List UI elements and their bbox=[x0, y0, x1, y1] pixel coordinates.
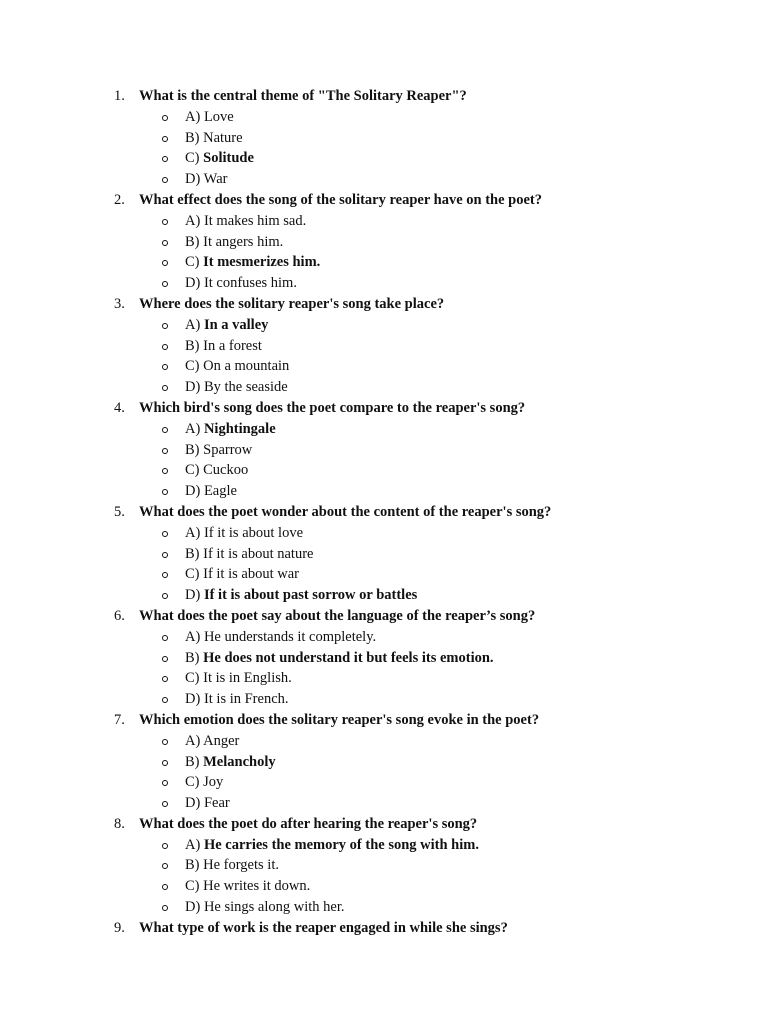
answer-option bbox=[0, 481, 768, 502]
hollow-circle-bullet-icon bbox=[161, 356, 169, 377]
question-7 bbox=[0, 710, 768, 731]
option-letter: D) bbox=[185, 587, 204, 604]
option-label bbox=[185, 897, 345, 918]
question-number: 6. bbox=[114, 607, 125, 624]
option-label bbox=[185, 648, 494, 669]
answer-option bbox=[0, 855, 768, 876]
question-text: What effect does the song of the solitary reaper have on the poet? bbox=[139, 191, 542, 208]
answer-option bbox=[0, 876, 768, 897]
hollow-circle-bullet-icon bbox=[161, 876, 169, 897]
answer-option bbox=[0, 897, 768, 918]
option-label bbox=[185, 356, 289, 377]
answer-option bbox=[0, 232, 768, 253]
hollow-circle-bullet-icon bbox=[161, 752, 169, 773]
answer-option bbox=[0, 648, 768, 669]
question-6 bbox=[0, 606, 768, 627]
hollow-circle-bullet-icon bbox=[161, 211, 169, 232]
question-3 bbox=[0, 294, 768, 315]
correct-answer-text: Solitude bbox=[203, 150, 254, 167]
hollow-circle-bullet-icon bbox=[161, 731, 169, 752]
option-label bbox=[185, 419, 276, 440]
hollow-circle-bullet-icon bbox=[161, 440, 169, 461]
option-letter: D) bbox=[185, 899, 204, 916]
answer-option bbox=[0, 835, 768, 856]
answer-option bbox=[0, 793, 768, 814]
option-letter: A) bbox=[185, 108, 204, 125]
question-number: 1. bbox=[114, 88, 125, 104]
correct-answer-text: Melancholy bbox=[203, 753, 276, 770]
question-5 bbox=[0, 502, 768, 523]
question-number: 7. bbox=[114, 711, 125, 728]
answer-option bbox=[0, 128, 768, 149]
answer-option bbox=[0, 169, 768, 190]
quiz-question-list bbox=[0, 86, 768, 939]
correct-answer-text: He carries the memory of the song with him. bbox=[203, 836, 479, 853]
question-number: 5. bbox=[114, 503, 125, 520]
question-number: 9. bbox=[114, 919, 125, 936]
answer-option bbox=[0, 315, 768, 336]
hollow-circle-bullet-icon bbox=[161, 336, 169, 357]
option-letter: A) bbox=[185, 836, 204, 853]
hollow-circle-bullet-icon bbox=[161, 315, 169, 336]
answer-option bbox=[0, 148, 768, 169]
correct-answer-text: Nightingale bbox=[203, 420, 276, 437]
hollow-circle-bullet-icon bbox=[161, 585, 169, 606]
option-label bbox=[185, 668, 292, 689]
hollow-circle-bullet-icon bbox=[161, 273, 169, 294]
option-letter: D) bbox=[185, 483, 204, 500]
option-letter: B) bbox=[185, 337, 204, 354]
option-letter: C) bbox=[185, 566, 204, 583]
option-label bbox=[185, 336, 262, 357]
question-text: Which bird's song does the poet compare to the reaper's song? bbox=[139, 399, 526, 416]
option-letter: B) bbox=[185, 857, 204, 874]
option-label bbox=[185, 148, 254, 169]
hollow-circle-bullet-icon bbox=[161, 148, 169, 169]
option-text: Nature bbox=[203, 129, 243, 146]
option-letter: C) bbox=[185, 878, 204, 895]
answer-option bbox=[0, 440, 768, 461]
option-text: It is in English. bbox=[203, 670, 292, 687]
option-label bbox=[185, 876, 310, 897]
hollow-circle-bullet-icon bbox=[161, 252, 169, 273]
option-label bbox=[185, 835, 479, 856]
question-text: What type of work is the reaper engaged in while she sings? bbox=[139, 919, 508, 936]
option-text: Fear bbox=[203, 795, 230, 812]
option-letter: A) bbox=[185, 316, 204, 333]
correct-answer-text: In a valley bbox=[203, 316, 269, 333]
option-letter: B) bbox=[185, 545, 204, 562]
question-text: Which emotion does the solitary reaper's song evoke in the poet? bbox=[139, 711, 540, 728]
option-letter: A) bbox=[185, 628, 204, 645]
question-4 bbox=[0, 398, 768, 419]
answer-option bbox=[0, 627, 768, 648]
option-label bbox=[185, 772, 223, 793]
option-label bbox=[185, 169, 227, 190]
option-letter: B) bbox=[185, 129, 204, 146]
hollow-circle-bullet-icon bbox=[161, 855, 169, 876]
option-letter: C) bbox=[185, 774, 204, 791]
option-letter: D) bbox=[185, 691, 204, 708]
question-number: 8. bbox=[114, 815, 125, 832]
correct-answer-text: He does not understand it but feels its emotion. bbox=[203, 649, 494, 666]
option-text: He forgets it. bbox=[203, 857, 279, 874]
option-text: It is in French. bbox=[203, 691, 289, 708]
option-label bbox=[185, 585, 417, 606]
option-letter: C) bbox=[185, 670, 204, 687]
option-label bbox=[185, 252, 320, 273]
option-label bbox=[185, 481, 237, 502]
option-text: If it is about war bbox=[203, 566, 299, 583]
option-text: He writes it down. bbox=[203, 878, 311, 895]
hollow-circle-bullet-icon bbox=[161, 564, 169, 585]
option-letter: C) bbox=[185, 462, 204, 479]
option-letter: C) bbox=[185, 254, 204, 271]
option-text: Joy bbox=[203, 774, 224, 791]
hollow-circle-bullet-icon bbox=[161, 169, 169, 190]
hollow-circle-bullet-icon bbox=[161, 107, 169, 128]
option-label bbox=[185, 107, 234, 128]
option-letter: B) bbox=[185, 649, 204, 666]
hollow-circle-bullet-icon bbox=[161, 523, 169, 544]
answer-option bbox=[0, 668, 768, 689]
hollow-circle-bullet-icon bbox=[161, 377, 169, 398]
hollow-circle-bullet-icon bbox=[161, 835, 169, 856]
option-label bbox=[185, 731, 239, 752]
question-number: 2. bbox=[114, 191, 125, 208]
option-letter: C) bbox=[185, 358, 204, 375]
answer-option bbox=[0, 336, 768, 357]
option-letter: B) bbox=[185, 233, 204, 250]
option-text: Anger bbox=[203, 732, 240, 749]
hollow-circle-bullet-icon bbox=[161, 648, 169, 669]
option-text: By the seaside bbox=[203, 379, 288, 396]
option-label bbox=[185, 460, 248, 481]
answer-option bbox=[0, 564, 768, 585]
option-letter: D) bbox=[185, 795, 204, 812]
option-label bbox=[185, 752, 276, 773]
answer-option bbox=[0, 523, 768, 544]
option-label bbox=[185, 689, 289, 710]
option-text: If it is about love bbox=[203, 524, 304, 541]
option-text: He sings along with her. bbox=[203, 899, 345, 916]
question-1 bbox=[0, 86, 768, 107]
answer-option bbox=[0, 273, 768, 294]
question-text: What does the poet do after hearing the reaper's song? bbox=[139, 815, 478, 832]
hollow-circle-bullet-icon bbox=[161, 627, 169, 648]
hollow-circle-bullet-icon bbox=[161, 481, 169, 502]
option-text: It makes him sad. bbox=[203, 212, 307, 229]
question-text: What does the poet wonder about the content of the reaper's song? bbox=[139, 503, 552, 520]
option-letter: D) bbox=[185, 379, 204, 396]
option-letter: A) bbox=[185, 212, 204, 229]
hollow-circle-bullet-icon bbox=[161, 897, 169, 918]
option-text: Eagle bbox=[203, 483, 237, 500]
option-text: In a forest bbox=[203, 337, 262, 354]
option-letter: D) bbox=[185, 275, 204, 292]
answer-option bbox=[0, 419, 768, 440]
option-text: War bbox=[203, 171, 228, 188]
answer-option bbox=[0, 377, 768, 398]
question-number: 3. bbox=[114, 295, 125, 312]
option-letter: B) bbox=[185, 441, 204, 458]
hollow-circle-bullet-icon bbox=[161, 544, 169, 565]
option-label bbox=[185, 211, 306, 232]
answer-option bbox=[0, 772, 768, 793]
hollow-circle-bullet-icon bbox=[161, 128, 169, 149]
hollow-circle-bullet-icon bbox=[161, 668, 169, 689]
answer-option bbox=[0, 689, 768, 710]
hollow-circle-bullet-icon bbox=[161, 460, 169, 481]
option-text: On a mountain bbox=[203, 358, 290, 375]
answer-option bbox=[0, 731, 768, 752]
answer-option bbox=[0, 460, 768, 481]
option-label bbox=[185, 315, 268, 336]
option-label bbox=[185, 855, 279, 876]
option-letter: A) bbox=[185, 732, 204, 749]
correct-answer-text: It mesmerizes him. bbox=[203, 254, 321, 271]
option-text: If it is about nature bbox=[203, 545, 314, 562]
question-9 bbox=[0, 918, 768, 939]
option-label bbox=[185, 627, 376, 648]
option-text: Cuckoo bbox=[203, 462, 249, 479]
hollow-circle-bullet-icon bbox=[161, 232, 169, 253]
option-letter: A) bbox=[185, 524, 204, 541]
hollow-circle-bullet-icon bbox=[161, 793, 169, 814]
option-label bbox=[185, 128, 243, 149]
option-text: It confuses him. bbox=[203, 275, 297, 292]
option-letter: B) bbox=[185, 753, 204, 770]
option-label bbox=[185, 544, 313, 565]
option-label bbox=[185, 232, 283, 253]
option-text: He understands it completely. bbox=[203, 628, 377, 645]
answer-option bbox=[0, 752, 768, 773]
option-letter: C) bbox=[185, 150, 204, 167]
correct-answer-text: If it is about past sorrow or battles bbox=[203, 587, 418, 604]
option-text: Love bbox=[203, 108, 234, 125]
option-letter: D) bbox=[185, 171, 204, 188]
option-text: It angers him. bbox=[203, 233, 284, 250]
answer-option bbox=[0, 211, 768, 232]
question-number: 4. bbox=[114, 399, 125, 416]
question-text: Where does the solitary reaper's song take place? bbox=[139, 295, 445, 312]
option-label bbox=[185, 523, 303, 544]
option-label bbox=[185, 377, 288, 398]
question-8 bbox=[0, 814, 768, 835]
option-letter: A) bbox=[185, 420, 204, 437]
option-label bbox=[185, 564, 299, 585]
answer-option bbox=[0, 544, 768, 565]
option-text: Sparrow bbox=[203, 441, 253, 458]
answer-option bbox=[0, 585, 768, 606]
answer-option bbox=[0, 356, 768, 377]
answer-option bbox=[0, 252, 768, 273]
answer-option bbox=[0, 107, 768, 128]
option-label bbox=[185, 440, 252, 461]
question-text: What does the poet say about the language of the reaper’s song? bbox=[139, 607, 536, 624]
hollow-circle-bullet-icon bbox=[161, 419, 169, 440]
hollow-circle-bullet-icon bbox=[161, 772, 169, 793]
option-label bbox=[185, 793, 230, 814]
option-label bbox=[185, 273, 297, 294]
hollow-circle-bullet-icon bbox=[161, 689, 169, 710]
question-2 bbox=[0, 190, 768, 211]
question-text: What is the central theme of "The Solitary Reaper"? bbox=[139, 88, 467, 104]
